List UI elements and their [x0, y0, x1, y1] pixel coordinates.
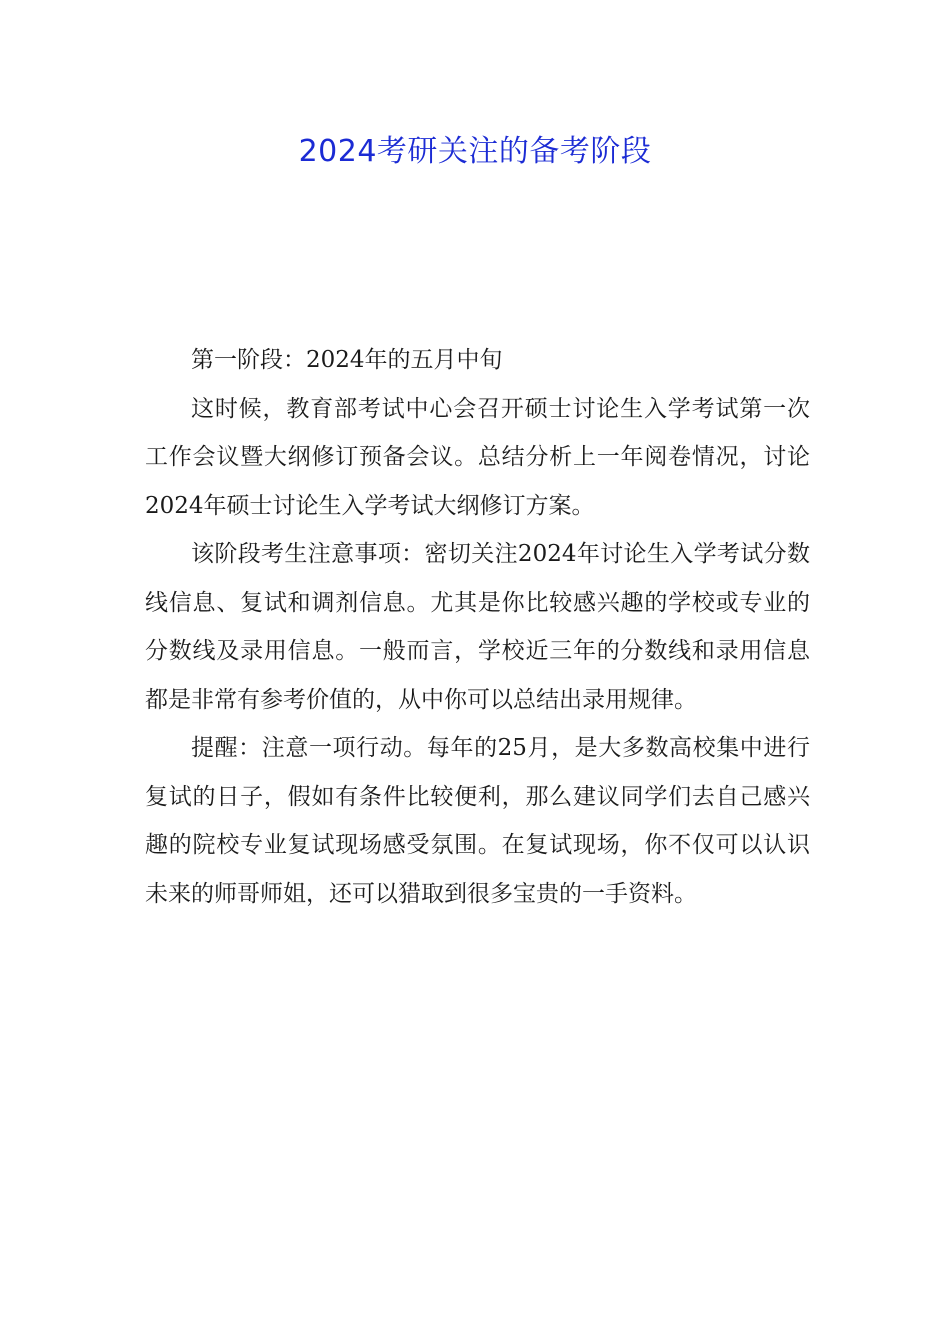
document-title: 2024考研关注的备考阶段 [298, 134, 652, 169]
document-body [145, 336, 810, 918]
paragraph-notes: 该阶段考生注意事项：密切关注2024年讨论生入学考试分数线信息、复试和调剂信息。尤其是你比较感兴趣的学校或专业的分数线及录用信息。一般而言，学校近三年的分数线和录用信息都是非常有参考价值的，从中你可以总结出录用规律。 [145, 541, 810, 713]
paragraph-stage-heading: 第一阶段：2024年的五月中旬 [191, 347, 503, 373]
paragraph-meeting: 这时候，教育部考试中心会召开硕士讨论生入学考试第一次工作会议暨大纲修订预备会议。总结分析上一年阅卷情况，讨论2024年硕士讨论生入学考试大纲修订方案。 [145, 395, 810, 519]
paragraph-reminder: 提醒：注意一项行动。每年的25月，是大多数高校集中进行复试的日子，假如有条件比较便利，那么建议同学们去自己感兴趣的院校专业复试现场感受氛围。在复试现场，你不仅可以认识未来的师哥师姐，还可以猎取到很多宝贵的一手资料。 [145, 735, 810, 907]
